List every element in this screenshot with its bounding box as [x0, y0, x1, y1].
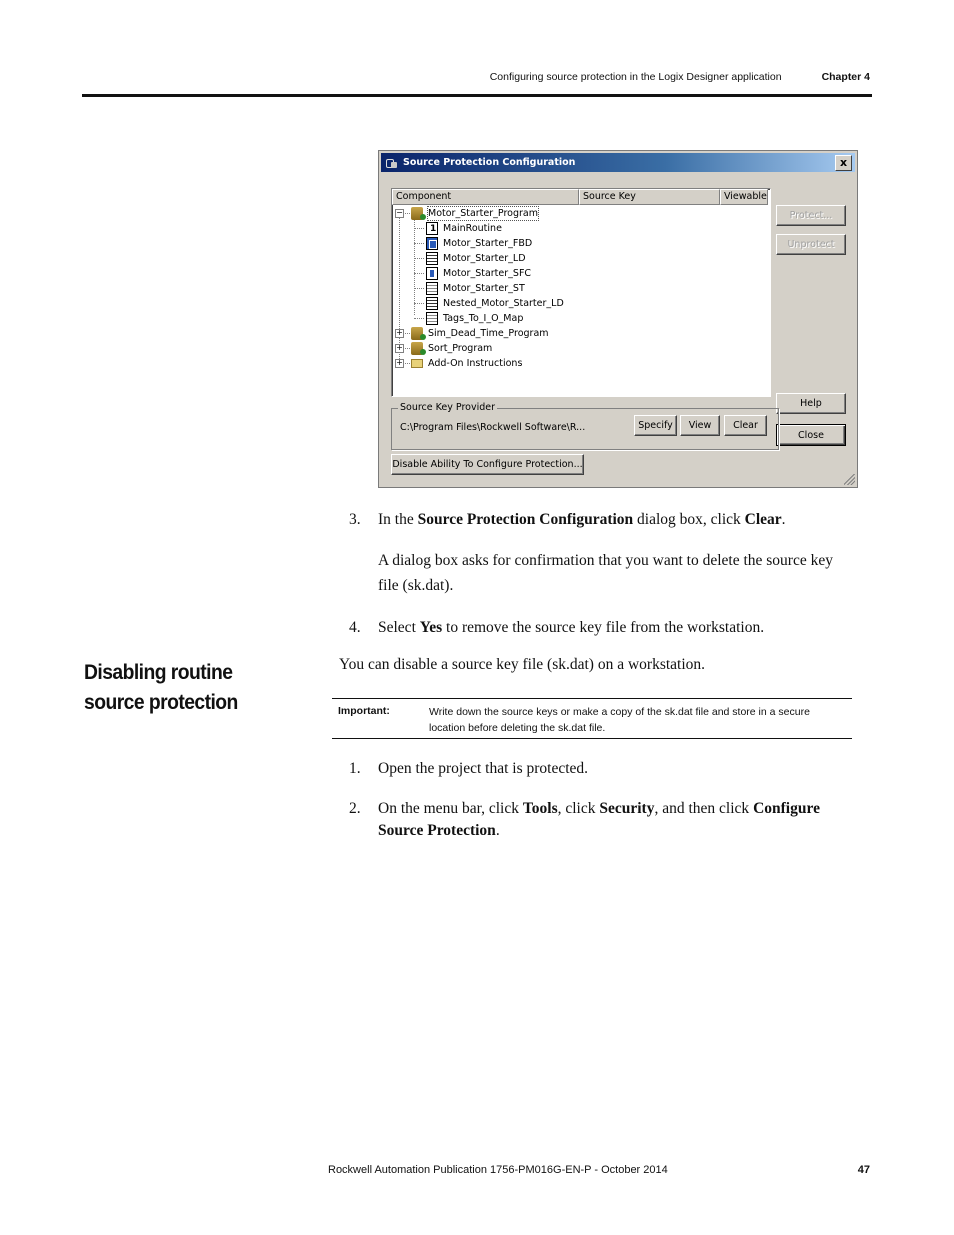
- column-viewable[interactable]: Viewable: [720, 189, 768, 205]
- help-button[interactable]: Help: [776, 393, 846, 414]
- tree-item-sort-program[interactable]: [392, 341, 770, 356]
- dialog-title: Source Protection Configuration: [403, 157, 576, 168]
- step-3: [349, 509, 855, 531]
- step-text: On the menu bar, click Tools, click Security, and then click Configure Source Protection.: [378, 800, 820, 839]
- footer-publication: Rockwell Automation Publication 1756-PM016G-EN-P - October 2014: [328, 1164, 668, 1176]
- sfc-routine-icon: [426, 267, 438, 280]
- disable-protection-button[interactable]: Disable Ability To Configure Protection...: [391, 454, 584, 475]
- tree-item-label: Nested_Motor_Starter_LD: [443, 298, 564, 309]
- header-chapter: Chapter 4: [821, 71, 870, 83]
- tree-item-sim-dead-time-program[interactable]: [392, 326, 770, 341]
- tree-item-label: Motor_Starter_SFC: [443, 268, 532, 279]
- section-intro: You can disable a source key file (sk.dat) on a workstation.: [339, 656, 706, 673]
- close-button[interactable]: Close: [776, 424, 846, 446]
- tree-item-main-routine[interactable]: [392, 221, 770, 236]
- source-key-provider-group: [391, 402, 779, 450]
- close-icon[interactable]: x: [835, 155, 852, 171]
- tree-item-motor-starter-st[interactable]: [392, 281, 770, 296]
- tree-item-tags-to-io-map[interactable]: [392, 311, 770, 326]
- component-list[interactable]: [391, 188, 771, 397]
- tree-item-label: MainRoutine: [443, 223, 502, 234]
- important-note: [332, 698, 852, 739]
- running-header: [490, 71, 870, 83]
- view-button[interactable]: View: [680, 415, 720, 436]
- tree-item-label: Motor_Starter_LD: [443, 253, 526, 264]
- dialog-titlebar: [381, 153, 855, 172]
- step-number: 4.: [349, 619, 361, 636]
- program-icon: [411, 327, 423, 340]
- program-icon: [411, 342, 423, 355]
- protect-button[interactable]: Protect...: [776, 205, 846, 226]
- resize-grip-icon[interactable]: [844, 474, 855, 485]
- column-component[interactable]: Component: [392, 189, 579, 205]
- expand-icon[interactable]: +: [396, 343, 403, 352]
- column-source-key[interactable]: Source Key: [579, 189, 720, 205]
- folder-icon: [411, 359, 423, 368]
- tree-item-label: Motor_Starter_Program: [428, 208, 538, 219]
- collapse-icon[interactable]: −: [396, 208, 403, 217]
- step-text: Open the project that is protected.: [378, 760, 589, 777]
- tree-item-motor-starter-fbd[interactable]: [392, 236, 770, 251]
- tree-item-motor-starter-program[interactable]: [392, 206, 770, 221]
- tree-item-label: Tags_To_I_O_Map: [443, 313, 524, 324]
- component-tree: [392, 205, 770, 371]
- step-number: 2.: [349, 800, 361, 817]
- fbd-routine-icon: [426, 237, 438, 250]
- source-key-path: C:\Program Files\Rockwell Software\R...: [400, 422, 586, 433]
- tree-item-label: Motor_Starter_ST: [443, 283, 525, 294]
- app-icon: [385, 156, 398, 169]
- st-routine-icon: [426, 282, 438, 295]
- group-label: Source Key Provider: [400, 402, 496, 413]
- expand-icon[interactable]: +: [396, 358, 403, 367]
- confirm-note: A dialog box asks for confirmation that you want to delete the source key file (sk.dat).: [378, 552, 833, 594]
- header-rule: [82, 94, 872, 97]
- step-number: 1.: [349, 760, 361, 777]
- important-text: Write down the source keys or make a copy of the sk.dat file and store in a secure location before deleting the sk.dat file.: [429, 706, 810, 734]
- expand-icon[interactable]: +: [396, 328, 403, 337]
- ladder-routine-icon: [426, 297, 438, 310]
- ladder-routine-icon: [426, 252, 438, 265]
- program-icon: [411, 207, 423, 220]
- unprotect-button[interactable]: Unprotect: [776, 234, 846, 255]
- tree-item-motor-starter-sfc[interactable]: [392, 266, 770, 281]
- step-2: [349, 798, 855, 842]
- specify-button[interactable]: Specify: [634, 415, 677, 436]
- tree-item-label: Sort_Program: [428, 343, 493, 354]
- tree-item-label: Sim_Dead_Time_Program: [428, 328, 549, 339]
- list-header: [392, 189, 770, 205]
- tree-item-motor-starter-ld[interactable]: [392, 251, 770, 266]
- step-1: [349, 758, 855, 780]
- step-text: In the Source Protection Configuration dialog box, click Clear.: [378, 511, 786, 528]
- header-section-title: Configuring source protection in the Logix Designer application: [489, 71, 782, 83]
- tree-item-label: Motor_Starter_FBD: [443, 238, 533, 249]
- important-label: Important:: [338, 705, 390, 717]
- main-routine-icon: [426, 222, 438, 235]
- page-number: 47: [857, 1164, 870, 1176]
- clear-button[interactable]: Clear: [724, 415, 767, 436]
- source-protection-dialog: [378, 150, 858, 488]
- tree-item-nested-motor-starter-ld[interactable]: [392, 296, 770, 311]
- step-number: 3.: [349, 511, 361, 528]
- step-4: [349, 617, 855, 639]
- tree-item-label: Add-On Instructions: [428, 358, 523, 369]
- step-text: Select Yes to remove the source key file from the workstation.: [378, 619, 765, 636]
- section-heading: Disabling routine source protection: [84, 661, 238, 714]
- st-routine-icon: [426, 312, 438, 325]
- tree-item-add-on-instructions[interactable]: [392, 356, 770, 371]
